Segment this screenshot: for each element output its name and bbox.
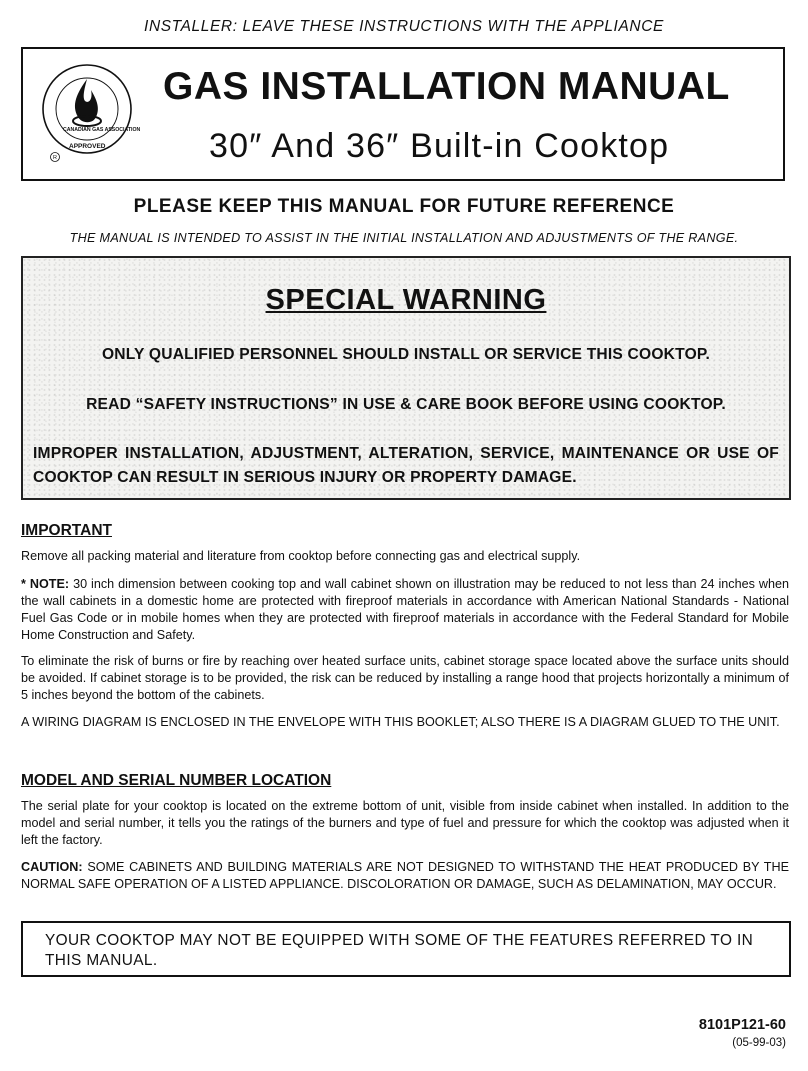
warning-line-improper: IMPROPER INSTALLATION, ADJUSTMENT, ALTERATION, SERVICE, MAINTENANCE OR USE OF COOKTOP CAN RESULT IN SERIOUS INJURY OR PROPERTY DAMAGE. (33, 445, 779, 486)
important-para-note (21, 576, 789, 644)
warning-line-safety: READ “SAFETY INSTRUCTIONS” IN USE & CARE BOOK BEFORE USING COOKTOP. (86, 396, 726, 413)
manual-purpose-note: THE MANUAL IS INTENDED TO ASSIST IN THE INITIAL INSTALLATION AND ADJUSTMENTS OF THE RANGE. (69, 231, 739, 245)
features-note-box (21, 921, 791, 977)
important-para-wiring: A WIRING DIAGRAM IS ENCLOSED IN THE ENVELOPE WITH THIS BOOKLET; ALSO THERE IS A DIAGRAM GLUED TO THE UNIT. (21, 715, 780, 729)
caution-text: SOME CABINETS AND BUILDING MATERIALS ARE NOT DESIGNED TO WITHSTAND THE HEAT PRODUCED BY THE NORMAL SAFE OPERATION OF A LISTED APPLIANCE. DISCOLORATION OR DAMAGE, SUCH AS DELAMINATION, MAY OCCUR. (21, 860, 789, 891)
logo-approved-text: APPROVED (69, 143, 106, 150)
header-box (21, 47, 785, 181)
model-serial-heading: MODEL AND SERIAL NUMBER LOCATION (21, 772, 332, 789)
manual-title: GAS INSTALLATION MANUAL (163, 65, 730, 108)
special-warning-box (21, 256, 791, 500)
caution-para (21, 859, 789, 893)
keep-manual-notice: PLEASE KEEP THIS MANUAL FOR FUTURE REFERENCE (133, 196, 675, 217)
important-para-packing: Remove all packing material and literature from cooktop before connecting gas and electrical supply. (21, 549, 581, 563)
cga-approved-logo-icon (33, 57, 143, 167)
document-number: 8101P121-60 (698, 1017, 786, 1033)
serial-plate-para: The serial plate for your cooktop is located on the extreme bottom of unit, visible from inside cabinet when installed. In addition to the model and serial number, it tells you the ratings of the burners and type of fuel and pressure for which the cooktop was adjusted when it left the factory. (21, 799, 789, 847)
manual-subtitle: 30″ And 36″ Built-in Cooktop (209, 127, 670, 165)
document-date: (05-99-03) (732, 1037, 786, 1049)
note-text: 30 inch dimension between cooking top and wall cabinet shown on illustration may be reduced to not less than 24 inches when the wall cabinets in a domestic home are protected with fireproof materials in accordance with American National Standards - National Fuel Gas Code or in mobile homes when they are protected with fireproof materials in accordance with the Federal Standard for Mobile Home Construction and Safety. (21, 577, 790, 642)
special-warning-title: SPECIAL WARNING (265, 284, 547, 316)
logo-ring-text: CANADIAN GAS ASSOCIATION (63, 127, 141, 133)
features-note-text: YOUR COOKTOP MAY NOT BE EQUIPPED WITH SOME OF THE FEATURES REFERRED TO IN THIS MANUAL. (45, 932, 754, 969)
logo-registered-mark: R (53, 155, 57, 161)
important-heading: IMPORTANT (21, 522, 112, 539)
important-para-burns: To eliminate the risk of burns or fire by reaching over heated surface units, cabinet storage space located above the surface units should be avoided. If cabinet storage is to be provided, the risk can be reduced by installing a range hood that projects horizontally a minimum of 5 inches beyond the bottom of the cabinets. (21, 654, 789, 702)
caution-label: CAUTION: (21, 860, 83, 874)
warning-line-qualified: ONLY QUALIFIED PERSONNEL SHOULD INSTALL OR SERVICE THIS COOKTOP. (101, 346, 711, 363)
note-label: * NOTE: (21, 577, 70, 591)
installer-instruction: INSTALLER: LEAVE THESE INSTRUCTIONS WITH THE APPLIANCE (144, 18, 664, 35)
